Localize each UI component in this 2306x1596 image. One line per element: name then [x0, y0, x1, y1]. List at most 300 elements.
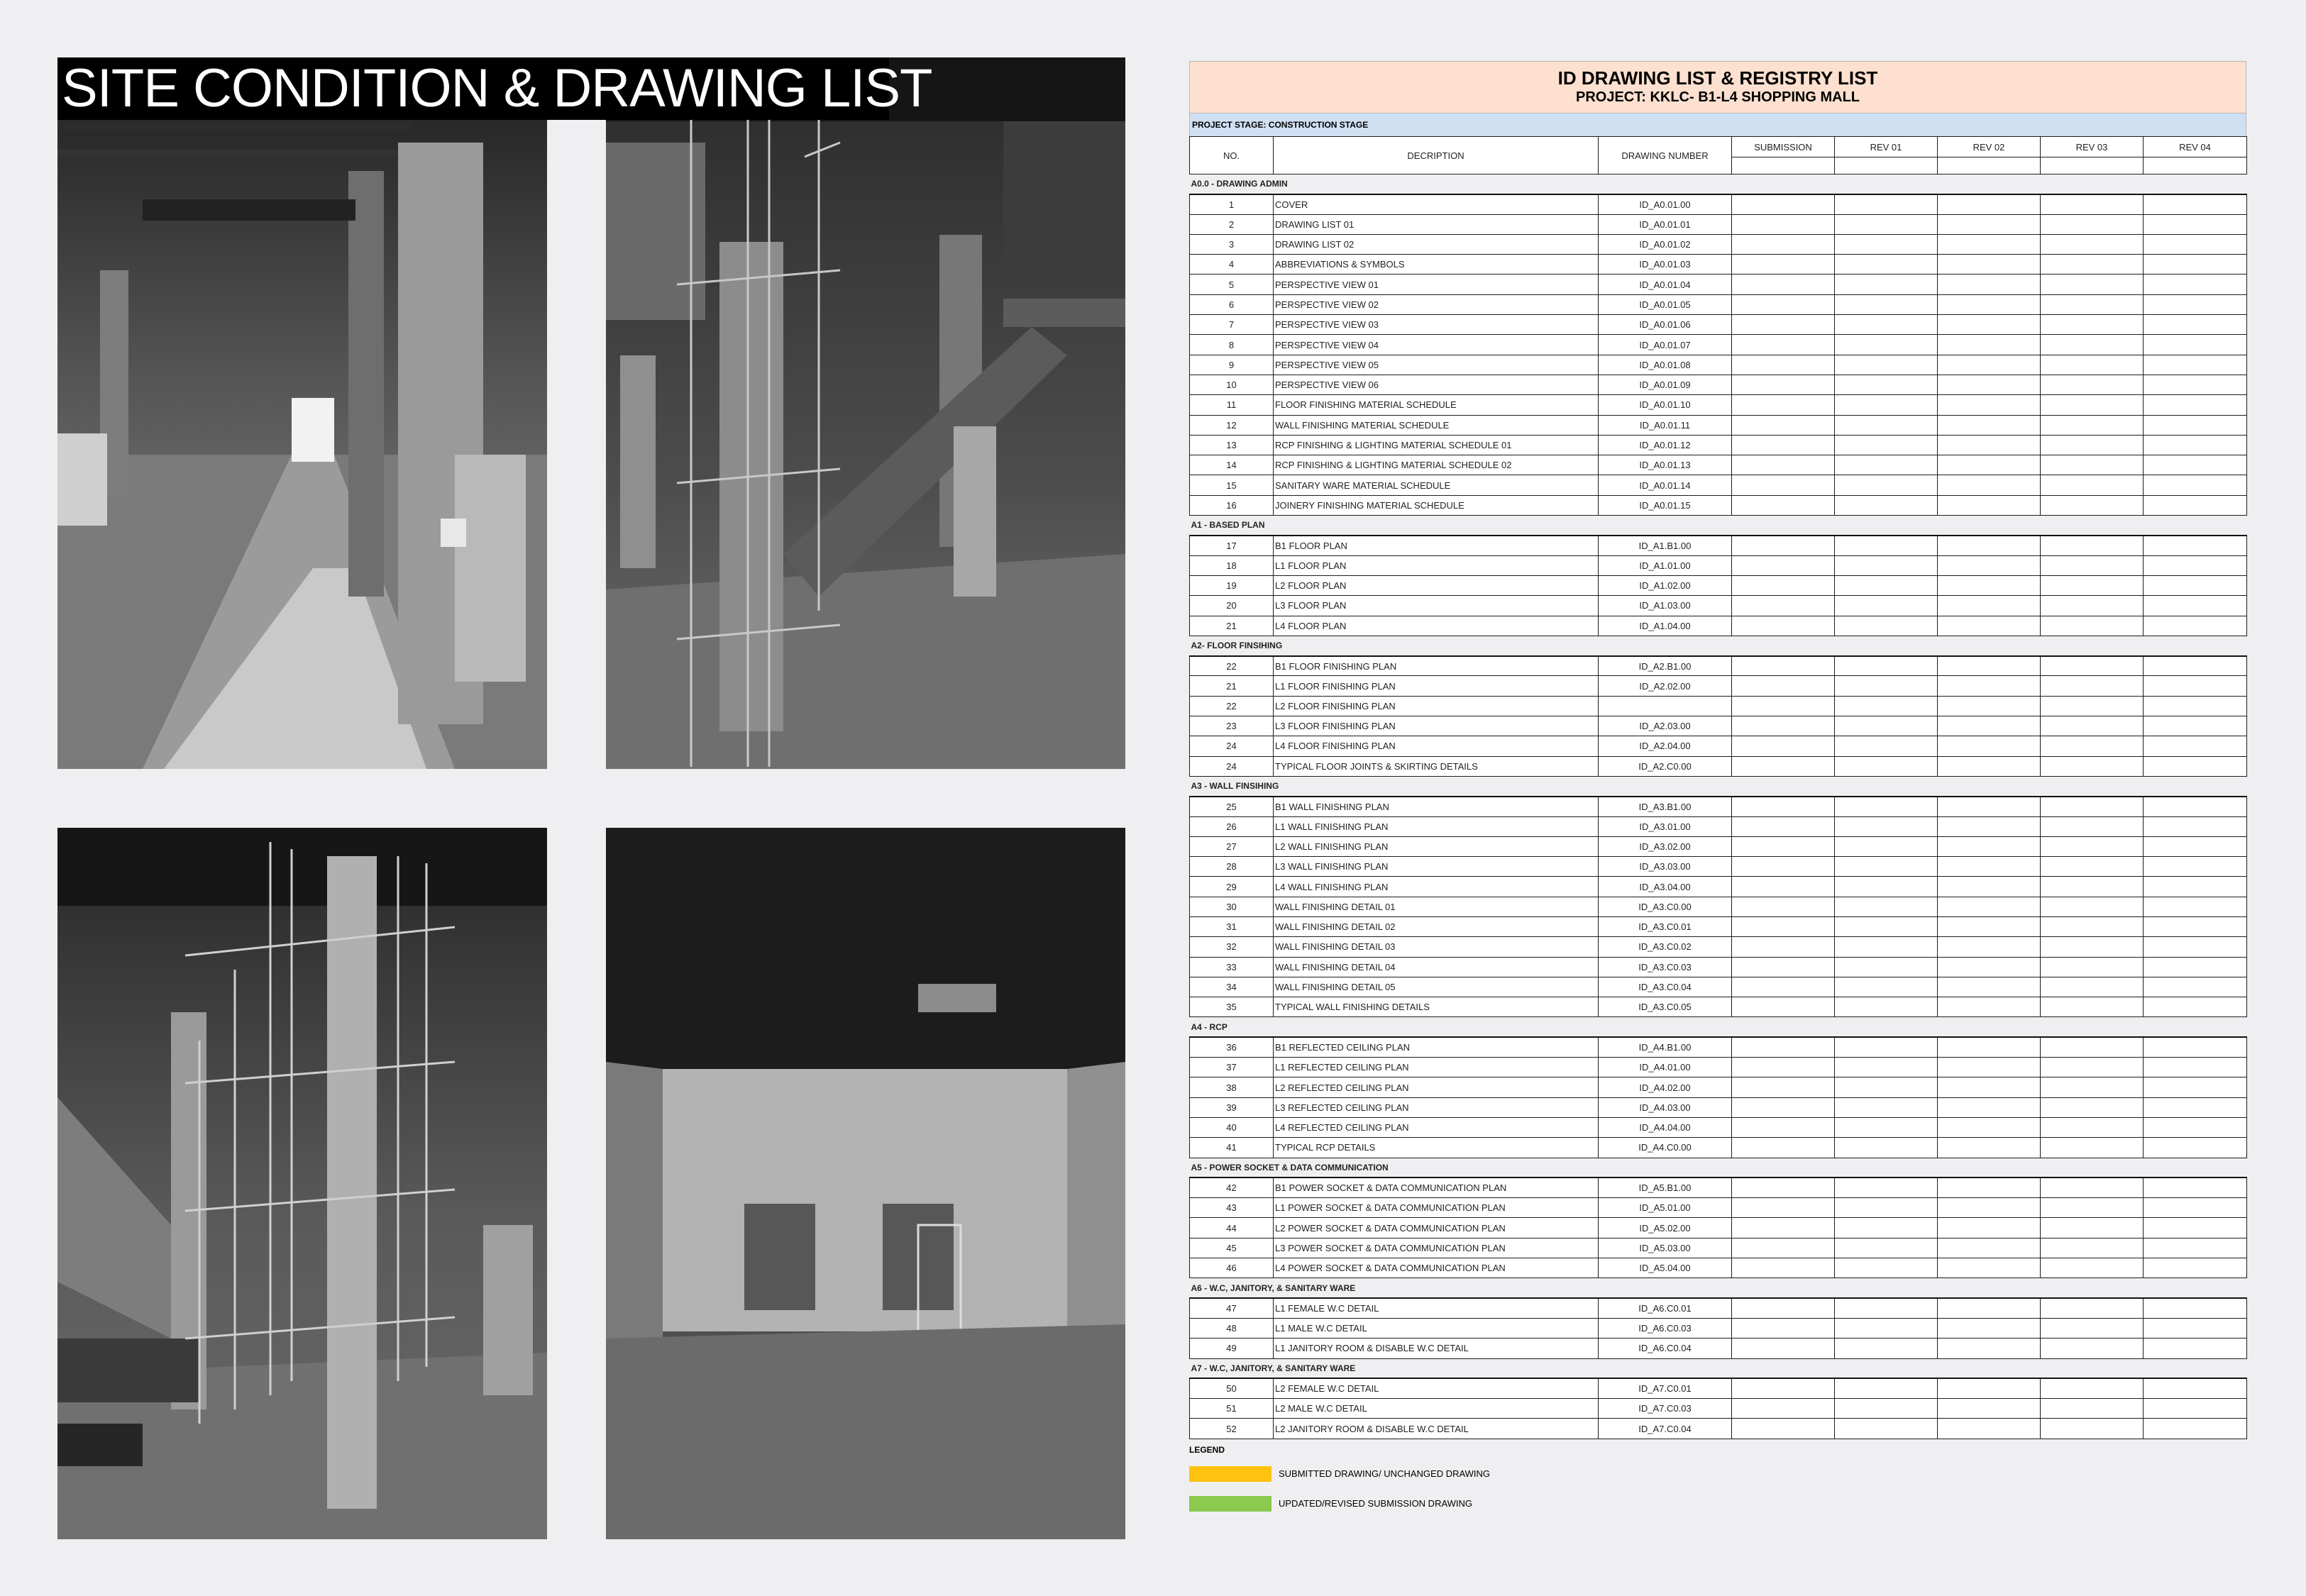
- status-cell: [2041, 816, 2144, 836]
- status-cell: [1835, 1138, 1938, 1158]
- legend-item-submitted: [1189, 1459, 2246, 1489]
- row-number: 21: [1190, 676, 1274, 696]
- status-cell: [1938, 194, 2041, 214]
- row-drawing-number: [1599, 696, 1732, 716]
- status-cell: [1938, 736, 2041, 756]
- row-description: DRAWING LIST 02: [1274, 234, 1599, 254]
- status-cell: [2041, 375, 2144, 394]
- row-drawing-number: ID_A2.03.00: [1599, 716, 1732, 736]
- row-description: L2 REFLECTED CEILING PLAN: [1274, 1077, 1599, 1097]
- row-number: 41: [1190, 1138, 1274, 1158]
- status-cell: [2041, 395, 2144, 415]
- status-cell: [1835, 395, 1938, 415]
- table-row: [1190, 194, 2247, 214]
- status-cell: [2144, 275, 2247, 294]
- table-row: [1190, 435, 2247, 455]
- status-cell: [2041, 977, 2144, 997]
- status-cell: [1835, 315, 1938, 335]
- status-cell: [1732, 375, 1835, 394]
- row-drawing-number: ID_A0.01.15: [1599, 495, 1732, 515]
- row-drawing-number: ID_A3.C0.04: [1599, 977, 1732, 997]
- status-cell: [1835, 1198, 1938, 1218]
- status-cell: [2041, 1058, 2144, 1077]
- status-cell: [1732, 916, 1835, 936]
- table-row: [1190, 937, 2247, 957]
- status-cell: [1835, 575, 1938, 595]
- row-drawing-number: ID_A0.01.09: [1599, 375, 1732, 394]
- status-cell: [1938, 1238, 2041, 1258]
- status-cell: [2144, 355, 2247, 375]
- row-number: 15: [1190, 475, 1274, 495]
- row-drawing-number: ID_A1.02.00: [1599, 575, 1732, 595]
- row-description: B1 FLOOR FINISHING PLAN: [1274, 656, 1599, 676]
- status-cell: [2144, 857, 2247, 877]
- row-number: 2: [1190, 214, 1274, 234]
- project-stage: PROJECT STAGE: CONSTRUCTION STAGE: [1189, 113, 2246, 136]
- status-cell: [1732, 997, 1835, 1017]
- row-description: PERSPECTIVE VIEW 04: [1274, 335, 1599, 355]
- site-photo-atrium-scaffold: [606, 57, 1125, 769]
- status-cell: [1938, 395, 2041, 415]
- row-drawing-number: ID_A4.04.00: [1599, 1117, 1732, 1137]
- status-cell: [2144, 1298, 2247, 1318]
- table-row: [1190, 1258, 2247, 1278]
- column-header-rev04: REV 04: [2144, 137, 2247, 157]
- status-cell: [1938, 656, 2041, 676]
- row-drawing-number: ID_A0.01.04: [1599, 275, 1732, 294]
- row-description: L4 POWER SOCKET & DATA COMMUNICATION PLAN: [1274, 1258, 1599, 1278]
- status-cell: [1732, 1138, 1835, 1158]
- row-drawing-number: ID_A0.01.01: [1599, 214, 1732, 234]
- status-cell: [1938, 1058, 2041, 1077]
- row-number: 51: [1190, 1399, 1274, 1419]
- row-number: 35: [1190, 997, 1274, 1017]
- row-drawing-number: ID_A4.B1.00: [1599, 1037, 1732, 1057]
- row-number: 36: [1190, 1037, 1274, 1057]
- row-drawing-number: ID_A7.C0.04: [1599, 1419, 1732, 1439]
- drawing-list-header: [1189, 61, 2246, 113]
- column-header-rev01: REV 01: [1835, 137, 1938, 157]
- column-header-rev03: REV 03: [2041, 137, 2144, 157]
- status-cell: [2041, 234, 2144, 254]
- status-cell: [2144, 797, 2247, 816]
- status-cell: [1732, 1097, 1835, 1117]
- section-header: [1190, 1358, 2247, 1378]
- row-number: 42: [1190, 1177, 1274, 1197]
- row-drawing-number: ID_A5.01.00: [1599, 1198, 1732, 1218]
- status-cell: [1938, 1399, 2041, 1419]
- row-drawing-number: ID_A0.01.02: [1599, 234, 1732, 254]
- section-title: A4 - RCP: [1190, 1017, 2247, 1037]
- legend-title: LEGEND: [1189, 1444, 1225, 1455]
- status-cell: [2144, 395, 2247, 415]
- table-row: [1190, 555, 2247, 575]
- status-cell: [2041, 957, 2144, 977]
- status-cell: [2144, 676, 2247, 696]
- row-number: 13: [1190, 435, 1274, 455]
- table-row: [1190, 1117, 2247, 1137]
- row-number: 20: [1190, 596, 1274, 616]
- status-cell: [2144, 696, 2247, 716]
- table-row: [1190, 1037, 2247, 1057]
- page-title: SITE CONDITION & DRAWING LIST: [57, 57, 889, 120]
- status-cell: [1835, 1399, 1938, 1419]
- status-cell: [1938, 214, 2041, 234]
- status-cell: [1835, 1218, 1938, 1238]
- table-row: [1190, 275, 2247, 294]
- table-row: [1190, 1399, 2247, 1419]
- status-cell: [1938, 1177, 2041, 1197]
- site-photo-empty-hall: [606, 828, 1125, 1539]
- row-drawing-number: ID_A3.04.00: [1599, 877, 1732, 897]
- row-description: B1 FLOOR PLAN: [1274, 536, 1599, 555]
- status-cell: [1938, 355, 2041, 375]
- section-title: A1 - BASED PLAN: [1190, 516, 2247, 536]
- status-cell: [1835, 214, 1938, 234]
- status-cell: [1938, 756, 2041, 776]
- status-cell: [1938, 1138, 2041, 1158]
- row-number: 11: [1190, 395, 1274, 415]
- status-cell: [1732, 495, 1835, 515]
- table-row: [1190, 1198, 2247, 1218]
- status-cell: [1835, 294, 1938, 314]
- row-drawing-number: ID_A1.04.00: [1599, 616, 1732, 636]
- status-cell: [1835, 877, 1938, 897]
- status-cell: [1732, 736, 1835, 756]
- status-cell: [1938, 455, 2041, 475]
- status-cell: [2144, 415, 2247, 435]
- row-number: 31: [1190, 916, 1274, 936]
- status-cell: [2144, 977, 2247, 997]
- row-description: TYPICAL WALL FINISHING DETAILS: [1274, 997, 1599, 1017]
- column-header-rev02: REV 02: [1938, 137, 2041, 157]
- status-cell: [1835, 957, 1938, 977]
- status-cell: [1938, 1097, 2041, 1117]
- table-row: [1190, 294, 2247, 314]
- row-number: 19: [1190, 575, 1274, 595]
- status-cell: [1835, 816, 1938, 836]
- status-cell: [2041, 877, 2144, 897]
- status-cell: [2041, 315, 2144, 335]
- status-cell: [2144, 1037, 2247, 1057]
- row-number: 22: [1190, 656, 1274, 676]
- status-cell: [1835, 536, 1938, 555]
- status-cell: [1835, 415, 1938, 435]
- status-cell: [1835, 897, 1938, 916]
- table-row: [1190, 335, 2247, 355]
- status-cell: [2041, 736, 2144, 756]
- row-number: 33: [1190, 957, 1274, 977]
- status-cell: [1938, 294, 2041, 314]
- section-title: A7 - W.C, JANITORY, & SANITARY WARE: [1190, 1358, 2247, 1378]
- table-row: [1190, 495, 2247, 515]
- row-number: 50: [1190, 1378, 1274, 1398]
- table-row: [1190, 797, 2247, 816]
- status-cell: [1732, 1339, 1835, 1358]
- table-row: [1190, 1058, 2247, 1077]
- status-cell: [1732, 1298, 1835, 1318]
- table-row: [1190, 877, 2247, 897]
- status-cell: [1938, 816, 2041, 836]
- row-number: 45: [1190, 1238, 1274, 1258]
- status-cell: [1938, 836, 2041, 856]
- table-row: [1190, 997, 2247, 1017]
- table-row: [1190, 1218, 2247, 1238]
- drawing-register-table: [1189, 136, 2247, 1439]
- status-cell: [2144, 716, 2247, 736]
- status-cell: [2144, 234, 2247, 254]
- row-number: 8: [1190, 335, 1274, 355]
- status-cell: [2144, 1238, 2247, 1258]
- row-description: ABBREVIATIONS & SYMBOLS: [1274, 255, 1599, 275]
- status-cell: [2041, 797, 2144, 816]
- status-cell: [1938, 435, 2041, 455]
- status-cell: [1938, 1378, 2041, 1398]
- status-cell: [1938, 475, 2041, 495]
- status-cell: [2144, 1097, 2247, 1117]
- status-cell: [2144, 1378, 2247, 1398]
- column-header-no: NO.: [1190, 137, 1274, 174]
- row-drawing-number: ID_A6.C0.01: [1599, 1298, 1732, 1318]
- row-description: L1 FEMALE W.C DETAIL: [1274, 1298, 1599, 1318]
- status-cell: [1732, 957, 1835, 977]
- status-cell: [1732, 756, 1835, 776]
- table-row: [1190, 315, 2247, 335]
- status-cell: [2144, 916, 2247, 936]
- table-row: [1190, 656, 2247, 676]
- status-cell: [1732, 275, 1835, 294]
- status-cell: [1732, 1198, 1835, 1218]
- row-number: 10: [1190, 375, 1274, 394]
- row-number: 34: [1190, 977, 1274, 997]
- status-cell: [1835, 596, 1938, 616]
- table-row: [1190, 1339, 2247, 1358]
- status-cell: [2041, 435, 2144, 455]
- status-cell: [1835, 916, 1938, 936]
- status-cell: [1732, 435, 1835, 455]
- status-cell: [2041, 756, 2144, 776]
- table-row: [1190, 836, 2247, 856]
- status-cell: [2144, 596, 2247, 616]
- row-number: 43: [1190, 1198, 1274, 1218]
- row-description: DRAWING LIST 01: [1274, 214, 1599, 234]
- legend-swatch-revised: [1189, 1496, 1271, 1512]
- section-title: A5 - POWER SOCKET & DATA COMMUNICATION: [1190, 1158, 2247, 1177]
- row-drawing-number: ID_A2.02.00: [1599, 676, 1732, 696]
- status-cell: [1732, 1399, 1835, 1419]
- row-drawing-number: ID_A3.C0.03: [1599, 957, 1732, 977]
- row-number: 1: [1190, 194, 1274, 214]
- status-cell: [1835, 555, 1938, 575]
- status-cell: [1732, 415, 1835, 435]
- status-cell: [2041, 355, 2144, 375]
- status-cell: [1835, 696, 1938, 716]
- status-cell: [1732, 857, 1835, 877]
- status-cell: [2144, 315, 2247, 335]
- row-drawing-number: ID_A4.03.00: [1599, 1097, 1732, 1117]
- row-number: 7: [1190, 315, 1274, 335]
- status-cell: [2144, 294, 2247, 314]
- row-description: L4 FLOOR FINISHING PLAN: [1274, 736, 1599, 756]
- status-cell: [1835, 797, 1938, 816]
- table-row: [1190, 475, 2247, 495]
- row-number: 5: [1190, 275, 1274, 294]
- status-cell: [2144, 897, 2247, 916]
- status-cell: [1938, 797, 2041, 816]
- section-title: A0.0 - DRAWING ADMIN: [1190, 174, 2247, 194]
- row-description: B1 REFLECTED CEILING PLAN: [1274, 1037, 1599, 1057]
- status-cell: [1938, 255, 2041, 275]
- status-cell: [1835, 1037, 1938, 1057]
- row-drawing-number: ID_A6.C0.03: [1599, 1318, 1732, 1338]
- status-cell: [1732, 937, 1835, 957]
- row-description: L2 MALE W.C DETAIL: [1274, 1399, 1599, 1419]
- status-cell: [2041, 1238, 2144, 1258]
- row-description: L3 WALL FINISHING PLAN: [1274, 857, 1599, 877]
- status-cell: [1732, 716, 1835, 736]
- status-cell: [2041, 897, 2144, 916]
- status-cell: [2144, 335, 2247, 355]
- row-drawing-number: ID_A3.C0.02: [1599, 937, 1732, 957]
- row-description: L1 WALL FINISHING PLAN: [1274, 816, 1599, 836]
- status-cell: [1835, 275, 1938, 294]
- table-row: [1190, 536, 2247, 555]
- row-drawing-number: ID_A3.02.00: [1599, 836, 1732, 856]
- status-cell: [1835, 1339, 1938, 1358]
- status-cell: [1732, 234, 1835, 254]
- status-cell: [2144, 375, 2247, 394]
- row-number: 28: [1190, 857, 1274, 877]
- row-description: L3 FLOOR PLAN: [1274, 596, 1599, 616]
- status-cell: [1732, 294, 1835, 314]
- status-cell: [1835, 1318, 1938, 1338]
- row-number: 32: [1190, 937, 1274, 957]
- table-row: [1190, 897, 2247, 916]
- row-drawing-number: ID_A3.C0.01: [1599, 916, 1732, 936]
- row-description: L2 JANITORY ROOM & DISABLE W.C DETAIL: [1274, 1419, 1599, 1439]
- status-cell: [1938, 536, 2041, 555]
- row-drawing-number: ID_A0.01.06: [1599, 315, 1732, 335]
- row-drawing-number: ID_A5.B1.00: [1599, 1177, 1732, 1197]
- legend-label-submitted: SUBMITTED DRAWING/ UNCHANGED DRAWING: [1279, 1468, 1491, 1480]
- table-row: [1190, 857, 2247, 877]
- status-cell: [2041, 495, 2144, 515]
- status-cell: [2041, 937, 2144, 957]
- status-cell: [1732, 836, 1835, 856]
- table-row: [1190, 1298, 2247, 1318]
- status-cell: [1732, 475, 1835, 495]
- row-description: L3 POWER SOCKET & DATA COMMUNICATION PLAN: [1274, 1238, 1599, 1258]
- status-cell: [2144, 214, 2247, 234]
- status-cell: [2144, 1198, 2247, 1218]
- status-cell: [1938, 937, 2041, 957]
- table-row: [1190, 596, 2247, 616]
- status-cell: [1835, 335, 1938, 355]
- status-cell: [1835, 1378, 1938, 1398]
- status-cell: [2144, 194, 2247, 214]
- row-drawing-number: ID_A5.03.00: [1599, 1238, 1732, 1258]
- status-cell: [1938, 916, 2041, 936]
- status-cell: [2041, 857, 2144, 877]
- table-row: [1190, 1077, 2247, 1097]
- table-row: [1190, 1378, 2247, 1398]
- row-description: L2 FEMALE W.C DETAIL: [1274, 1378, 1599, 1398]
- row-drawing-number: ID_A0.01.13: [1599, 455, 1732, 475]
- table-row: [1190, 916, 2247, 936]
- status-cell: [2041, 555, 2144, 575]
- row-drawing-number: ID_A0.01.11: [1599, 415, 1732, 435]
- row-drawing-number: ID_A4.02.00: [1599, 1077, 1732, 1097]
- status-cell: [1938, 877, 2041, 897]
- status-cell: [2144, 1077, 2247, 1097]
- row-description: WALL FINISHING MATERIAL SCHEDULE: [1274, 415, 1599, 435]
- row-number: 30: [1190, 897, 1274, 916]
- table-row: [1190, 616, 2247, 636]
- status-cell: [1732, 315, 1835, 335]
- row-number: 23: [1190, 716, 1274, 736]
- row-drawing-number: ID_A3.03.00: [1599, 857, 1732, 877]
- status-cell: [2041, 255, 2144, 275]
- project-name: PROJECT: KKLC- B1-L4 SHOPPING MALL: [1575, 89, 1860, 105]
- status-cell: [1732, 977, 1835, 997]
- row-drawing-number: ID_A6.C0.04: [1599, 1339, 1732, 1358]
- status-cell: [1835, 495, 1938, 515]
- status-cell: [2041, 455, 2144, 475]
- row-description: L2 POWER SOCKET & DATA COMMUNICATION PLAN: [1274, 1218, 1599, 1238]
- status-cell: [1835, 1058, 1938, 1077]
- status-cell: [1938, 495, 2041, 515]
- row-drawing-number: ID_A4.C0.00: [1599, 1138, 1732, 1158]
- status-cell: [1835, 756, 1938, 776]
- section-header: [1190, 1017, 2247, 1037]
- status-cell: [1938, 315, 2041, 335]
- status-cell: [1938, 1218, 2041, 1238]
- row-drawing-number: ID_A3.C0.05: [1599, 997, 1732, 1017]
- row-description: L1 MALE W.C DETAIL: [1274, 1318, 1599, 1338]
- status-cell: [2144, 836, 2247, 856]
- status-cell: [1732, 1218, 1835, 1238]
- status-cell: [2144, 1218, 2247, 1238]
- status-cell: [2041, 1037, 2144, 1057]
- table-row: [1190, 1097, 2247, 1117]
- status-cell: [2041, 275, 2144, 294]
- status-cell: [1732, 676, 1835, 696]
- row-description: B1 WALL FINISHING PLAN: [1274, 797, 1599, 816]
- status-cell: [1732, 1077, 1835, 1097]
- status-cell: [2144, 1399, 2247, 1419]
- row-description: B1 POWER SOCKET & DATA COMMUNICATION PLAN: [1274, 1177, 1599, 1197]
- status-cell: [1732, 536, 1835, 555]
- row-description: PERSPECTIVE VIEW 06: [1274, 375, 1599, 394]
- section-header: [1190, 516, 2247, 536]
- status-cell: [2041, 1399, 2144, 1419]
- row-number: 37: [1190, 1058, 1274, 1077]
- status-cell: [1938, 1198, 2041, 1218]
- status-cell: [1835, 1258, 1938, 1278]
- status-cell: [1732, 1037, 1835, 1057]
- row-number: 14: [1190, 455, 1274, 475]
- status-cell: [1835, 836, 1938, 856]
- table-row: [1190, 255, 2247, 275]
- row-description: PERSPECTIVE VIEW 01: [1274, 275, 1599, 294]
- status-cell: [1732, 1117, 1835, 1137]
- table-row: [1190, 214, 2247, 234]
- status-cell: [1835, 255, 1938, 275]
- table-row: [1190, 716, 2247, 736]
- legend-item-revised: [1189, 1489, 2246, 1519]
- status-cell: [2144, 937, 2247, 957]
- status-cell: [1938, 1339, 2041, 1358]
